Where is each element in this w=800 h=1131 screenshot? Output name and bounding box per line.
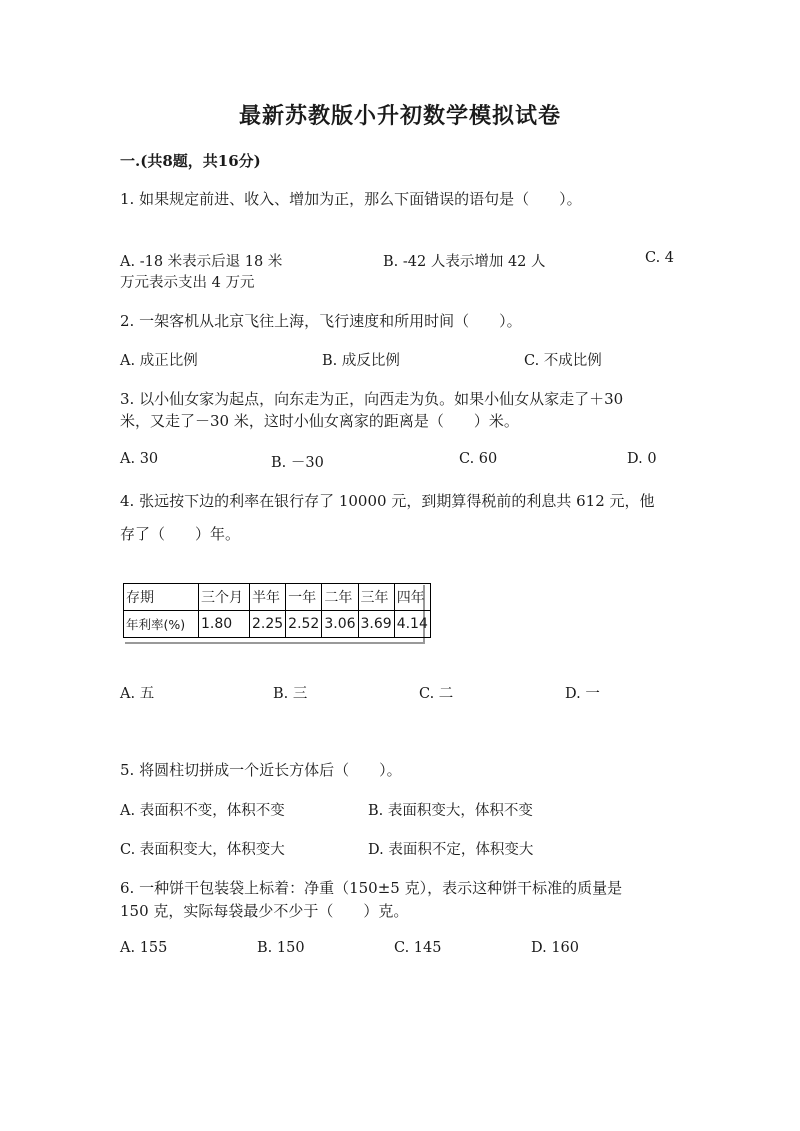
question-5-option-c[interactable]: C. 表面积变大，体积变大 bbox=[120, 842, 285, 858]
question-1-option-a[interactable]: A. -18 米表示后退 18 米 bbox=[120, 254, 283, 270]
table-cell: 1.80 bbox=[199, 611, 250, 638]
question-6-option-c[interactable]: C. 145 bbox=[394, 940, 442, 956]
question-6-line-2: 150 克，实际每袋最少不少于（ ）克。 bbox=[120, 902, 409, 920]
question-4-option-b[interactable]: B. 三 bbox=[273, 686, 308, 702]
question-5-option-b[interactable]: B. 表面积变大，体积不变 bbox=[368, 803, 533, 819]
question-1-option-b[interactable]: B. -42 人表示增加 42 人 bbox=[383, 254, 546, 270]
question-3-option-d[interactable]: D. 0 bbox=[627, 451, 657, 467]
table-cell: 3.06 bbox=[322, 611, 358, 638]
table-cell: 半年 bbox=[250, 584, 286, 611]
question-1-option-c[interactable]: C. 4 bbox=[645, 250, 675, 266]
question-4-line-1: 4. 张远按下边的利率在银行存了 10000 元，到期算得税前的利息共 612 元，他 bbox=[120, 492, 655, 510]
question-6-option-d[interactable]: D. 160 bbox=[531, 940, 580, 956]
table-cell: 4.14 bbox=[394, 611, 430, 638]
question-5-option-a[interactable]: A. 表面积不变，体积不变 bbox=[120, 803, 285, 819]
question-6-option-a[interactable]: A. 155 bbox=[120, 940, 168, 956]
table-cell: 一年 bbox=[286, 584, 322, 611]
section-heading: 一.(共8题，共16分) bbox=[120, 152, 261, 170]
table-cell: 3.69 bbox=[358, 611, 394, 638]
question-2-option-a[interactable]: A. 成正比例 bbox=[120, 353, 198, 369]
question-1-option-c-continued: 万元表示支出 4 万元 bbox=[120, 275, 255, 291]
table-cell: 四年 bbox=[394, 584, 430, 611]
question-4-line-2: 存了（ ）年。 bbox=[120, 525, 241, 543]
table-cell: 2.52 bbox=[286, 611, 322, 638]
question-2-option-b[interactable]: B. 成反比例 bbox=[322, 353, 400, 369]
question-1-text: 1. 如果规定前进、收入、增加为正，那么下面错误的语句是（ ）。 bbox=[120, 190, 582, 208]
table-cell: 三个月 bbox=[199, 584, 250, 611]
question-3-option-a[interactable]: A. 30 bbox=[120, 451, 159, 467]
question-4-option-d[interactable]: D. 一 bbox=[565, 686, 600, 702]
question-3-line-2: 米，又走了－30 米，这时小仙女离家的距离是（ ）米。 bbox=[120, 412, 519, 430]
question-4-option-a[interactable]: A. 五 bbox=[120, 686, 155, 702]
question-2-option-c[interactable]: C. 不成比例 bbox=[524, 353, 602, 369]
question-5-option-d[interactable]: D. 表面积不定，体积变大 bbox=[368, 842, 534, 858]
question-5-text: 5. 将圆柱切拼成一个近长方体后（ ）。 bbox=[120, 761, 402, 779]
table-cell: 二年 bbox=[322, 584, 358, 611]
table-cell: 三年 bbox=[358, 584, 394, 611]
question-6-line-1: 6. 一种饼干包装袋上标着：净重（150±5 克），表示这种饼干标准的质量是 bbox=[120, 879, 623, 897]
question-3-option-c[interactable]: C. 60 bbox=[459, 451, 498, 467]
table-header-row bbox=[124, 584, 431, 611]
page-title: 最新苏教版小升初数学模拟试卷 bbox=[238, 103, 561, 129]
question-2-text: 2. 一架客机从北京飞往上海，飞行速度和所用时间（ ）。 bbox=[120, 312, 522, 330]
question-3-line-1: 3. 以小仙女家为起点，向东走为正，向西走为负。如果小仙女从家走了＋30 bbox=[120, 390, 624, 408]
question-4-option-c[interactable]: C. 二 bbox=[419, 686, 454, 702]
question-6-option-b[interactable]: B. 150 bbox=[257, 940, 305, 956]
table-cell: 2.25 bbox=[250, 611, 286, 638]
table-row bbox=[124, 611, 431, 638]
interest-rate-table bbox=[123, 583, 431, 638]
table-cell: 存期 bbox=[124, 584, 199, 611]
question-3-option-b[interactable]: B. －30 bbox=[271, 455, 324, 471]
table-cell: 年利率(%) bbox=[124, 611, 199, 638]
